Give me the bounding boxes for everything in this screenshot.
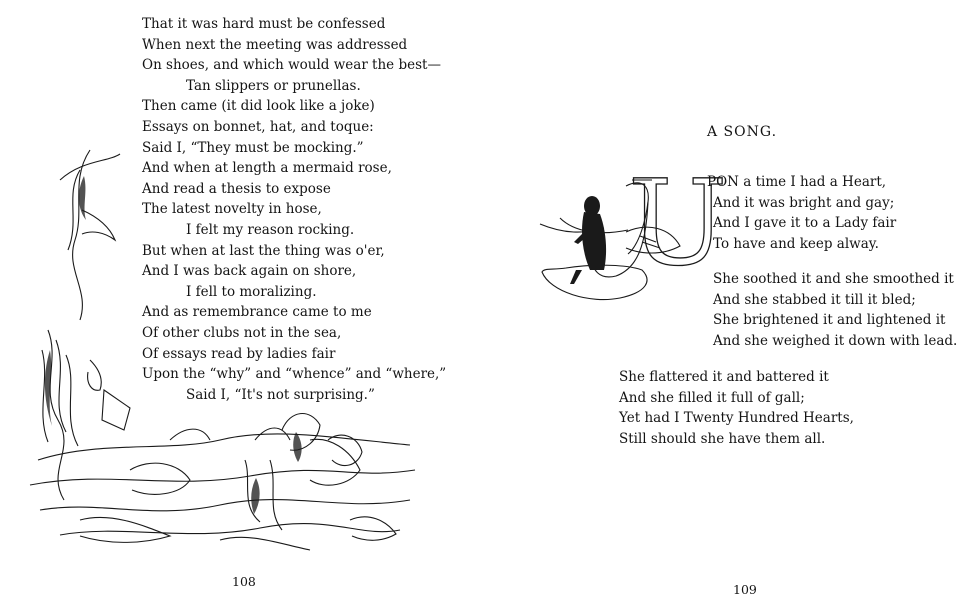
stanza bbox=[713, 269, 957, 351]
left-page bbox=[0, 0, 470, 604]
poem-line: Essays on bonnet, hat, and toque: bbox=[142, 118, 374, 135]
poem-line: Of essays read by ladies fair bbox=[142, 345, 336, 362]
poem-line: She brightened it and lightened it bbox=[713, 312, 946, 329]
poem-line: And read a thesis to expose bbox=[142, 180, 331, 197]
right-page bbox=[478, 0, 957, 604]
poem-line: And when at length a mermaid rose, bbox=[142, 160, 392, 177]
poem-line: That it was hard must be confessed bbox=[142, 16, 386, 32]
poem-line: Yet had I Twenty Hundred Hearts, bbox=[619, 410, 854, 427]
poem-line: She flattered it and battered it bbox=[619, 369, 829, 385]
poem-line: To have and keep alway. bbox=[713, 235, 879, 252]
page-number: 108 bbox=[232, 574, 256, 589]
drop-cap-letter: U bbox=[628, 154, 728, 292]
poem-line: PON a time I had a Heart, bbox=[707, 174, 887, 190]
poem-line: And I was back again on shore, bbox=[142, 263, 357, 280]
poem-line: And it was bright and gay; bbox=[713, 194, 895, 211]
poem-line: Of other clubs not in the sea, bbox=[142, 324, 342, 341]
poem-line: I felt my reason rocking. bbox=[186, 221, 355, 238]
poem-line: When next the meeting was addressed bbox=[142, 36, 408, 53]
poem-line: But when at last the thing was o'er, bbox=[142, 242, 385, 259]
left-poem bbox=[142, 14, 446, 405]
stanza bbox=[697, 172, 896, 254]
poem-line: I fell to moralizing. bbox=[186, 283, 317, 300]
poem-line: Tan slippers or prunellas. bbox=[186, 77, 361, 94]
page-number: 109 bbox=[733, 582, 757, 597]
poem-line: Upon the “why” and “whence” and “where,” bbox=[142, 366, 447, 383]
poem-line: Still should she have them all. bbox=[619, 430, 826, 447]
poem-line: And she stabbed it till it bled; bbox=[713, 291, 916, 308]
drop-cap-illustration bbox=[530, 154, 728, 312]
poem-line: Said I, “They must be mocking.” bbox=[142, 139, 364, 156]
poem-line: And as remembrance came to me bbox=[142, 304, 372, 321]
poem-line: And she filled it full of gall; bbox=[619, 389, 805, 406]
poem-line: And I gave it to a Lady fair bbox=[713, 215, 897, 232]
poem-line: And she weighed it down with lead. bbox=[713, 332, 957, 349]
stanza bbox=[619, 367, 854, 449]
poem-line: Said I, “It's not surprising.” bbox=[186, 386, 375, 403]
poem-line: She soothed it and she smoothed it bbox=[713, 271, 954, 287]
poem-line: The latest novelty in hose, bbox=[142, 201, 322, 218]
poem-line: Then came (it did look like a joke) bbox=[142, 98, 375, 115]
page-title: A SONG. bbox=[707, 124, 778, 140]
poem-line: On shoes, and which would wear the best— bbox=[142, 57, 441, 74]
